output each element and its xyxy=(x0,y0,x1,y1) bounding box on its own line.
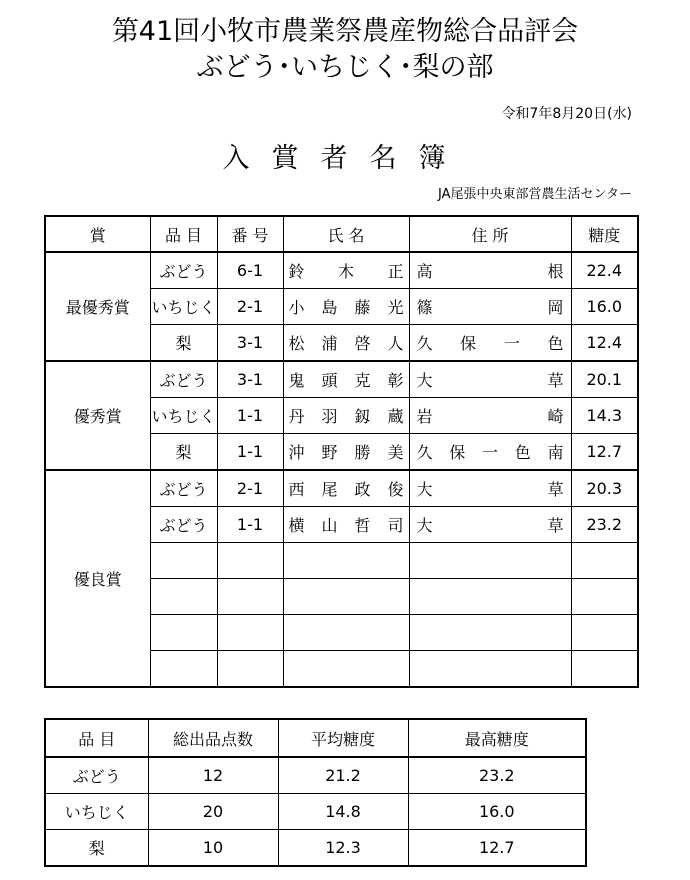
brix-cell: 12.7 xyxy=(571,434,638,471)
address-cell xyxy=(409,651,571,688)
brix-cell: 22.4 xyxy=(571,252,638,289)
brix-cell xyxy=(571,579,638,615)
award-label: 最優秀賞 xyxy=(45,252,150,361)
item-cell: ぶどう xyxy=(150,470,217,507)
item-cell: ぶどう xyxy=(150,361,217,398)
address-cell: 久保一色南 xyxy=(409,434,571,471)
header-brix: 糖度 xyxy=(571,216,638,252)
summary-item-cell: 梨 xyxy=(45,830,148,867)
event-date: 令和7年8月20日(水) xyxy=(501,106,632,122)
summary-count-cell: 10 xyxy=(148,830,278,867)
page-subtitle: ぶどう･いちじく･梨の部 xyxy=(196,52,494,83)
summary-header-item: 品 目 xyxy=(45,719,148,757)
award-label: 優秀賞 xyxy=(45,361,150,470)
number-cell: 2-1 xyxy=(217,289,283,325)
number-cell: 6-1 xyxy=(217,252,283,289)
address-cell: 大草 xyxy=(409,507,571,543)
name-cell: 丹羽釼蔵 xyxy=(283,398,409,434)
summary-avg-cell: 21.2 xyxy=(278,757,408,794)
summary-count-cell: 12 xyxy=(148,757,278,794)
summary-table xyxy=(44,718,587,867)
address-cell xyxy=(409,615,571,651)
summary-max-cell: 16.0 xyxy=(408,794,586,830)
summary-avg-cell: 14.8 xyxy=(278,794,408,830)
address-cell: 大草 xyxy=(409,470,571,507)
document-title: 入賞者名簿 xyxy=(222,143,468,174)
brix-cell xyxy=(571,615,638,651)
summary-avg-cell: 12.3 xyxy=(278,830,408,867)
name-cell: 横山哲司 xyxy=(283,507,409,543)
name-cell xyxy=(283,651,409,688)
page-title: 第41回小牧市農業祭農産物総合品評会 xyxy=(111,16,579,47)
name-cell: 小島藤光 xyxy=(283,289,409,325)
brix-cell: 20.3 xyxy=(571,470,638,507)
summary-count-cell: 20 xyxy=(148,794,278,830)
header-number: 番 号 xyxy=(217,216,283,252)
address-cell xyxy=(409,543,571,579)
name-cell xyxy=(283,543,409,579)
item-cell xyxy=(150,579,217,615)
summary-item-cell: ぶどう xyxy=(45,757,148,794)
number-cell xyxy=(217,579,283,615)
summary-max-cell: 12.7 xyxy=(408,830,586,867)
brix-cell: 20.1 xyxy=(571,361,638,398)
address-cell xyxy=(409,579,571,615)
number-cell xyxy=(217,543,283,579)
summary-header-max: 最高糖度 xyxy=(408,719,586,757)
number-cell xyxy=(217,651,283,688)
organization-name: JA尾張中央東部営農生活センター xyxy=(438,187,632,202)
item-cell xyxy=(150,615,217,651)
table-row xyxy=(45,252,638,289)
table-row xyxy=(45,361,638,398)
summary-header-avg: 平均糖度 xyxy=(278,719,408,757)
number-cell: 1-1 xyxy=(217,507,283,543)
address-cell: 久保一色 xyxy=(409,325,571,362)
number-cell xyxy=(217,615,283,651)
item-cell xyxy=(150,543,217,579)
award-label: 優良賞 xyxy=(45,470,150,687)
item-cell: ぶどう xyxy=(150,507,217,543)
item-cell: いちじく xyxy=(150,398,217,434)
brix-cell: 12.4 xyxy=(571,325,638,362)
number-cell: 1-1 xyxy=(217,398,283,434)
brix-cell: 23.2 xyxy=(571,507,638,543)
summary-header-row xyxy=(45,719,586,757)
summary-max-cell: 23.2 xyxy=(408,757,586,794)
table-row xyxy=(45,470,638,507)
brix-cell xyxy=(571,543,638,579)
name-cell: 鬼頭克彰 xyxy=(283,361,409,398)
header-award: 賞 xyxy=(45,216,150,252)
awards-table xyxy=(44,215,639,688)
item-cell: ぶどう xyxy=(150,252,217,289)
header-item: 品 目 xyxy=(150,216,217,252)
name-cell xyxy=(283,615,409,651)
address-cell: 篠岡 xyxy=(409,289,571,325)
header-name: 氏 名 xyxy=(283,216,409,252)
item-cell xyxy=(150,651,217,688)
item-cell: いちじく xyxy=(150,289,217,325)
summary-header-count: 総出品点数 xyxy=(148,719,278,757)
brix-cell: 14.3 xyxy=(571,398,638,434)
brix-cell: 16.0 xyxy=(571,289,638,325)
summary-row xyxy=(45,794,586,830)
name-cell: 沖野勝美 xyxy=(283,434,409,471)
brix-cell xyxy=(571,651,638,688)
item-cell: 梨 xyxy=(150,325,217,362)
address-cell: 高根 xyxy=(409,252,571,289)
name-cell: 松浦啓人 xyxy=(283,325,409,362)
summary-row xyxy=(45,830,586,867)
number-cell: 2-1 xyxy=(217,470,283,507)
header-address: 住 所 xyxy=(409,216,571,252)
name-cell xyxy=(283,579,409,615)
address-cell: 岩崎 xyxy=(409,398,571,434)
summary-row xyxy=(45,757,586,794)
number-cell: 1-1 xyxy=(217,434,283,471)
number-cell: 3-1 xyxy=(217,361,283,398)
number-cell: 3-1 xyxy=(217,325,283,362)
item-cell: 梨 xyxy=(150,434,217,471)
name-cell: 鈴木正 xyxy=(283,252,409,289)
address-cell: 大草 xyxy=(409,361,571,398)
name-cell: 西尾政俊 xyxy=(283,470,409,507)
summary-item-cell: いちじく xyxy=(45,794,148,830)
awards-header-row xyxy=(45,216,638,252)
